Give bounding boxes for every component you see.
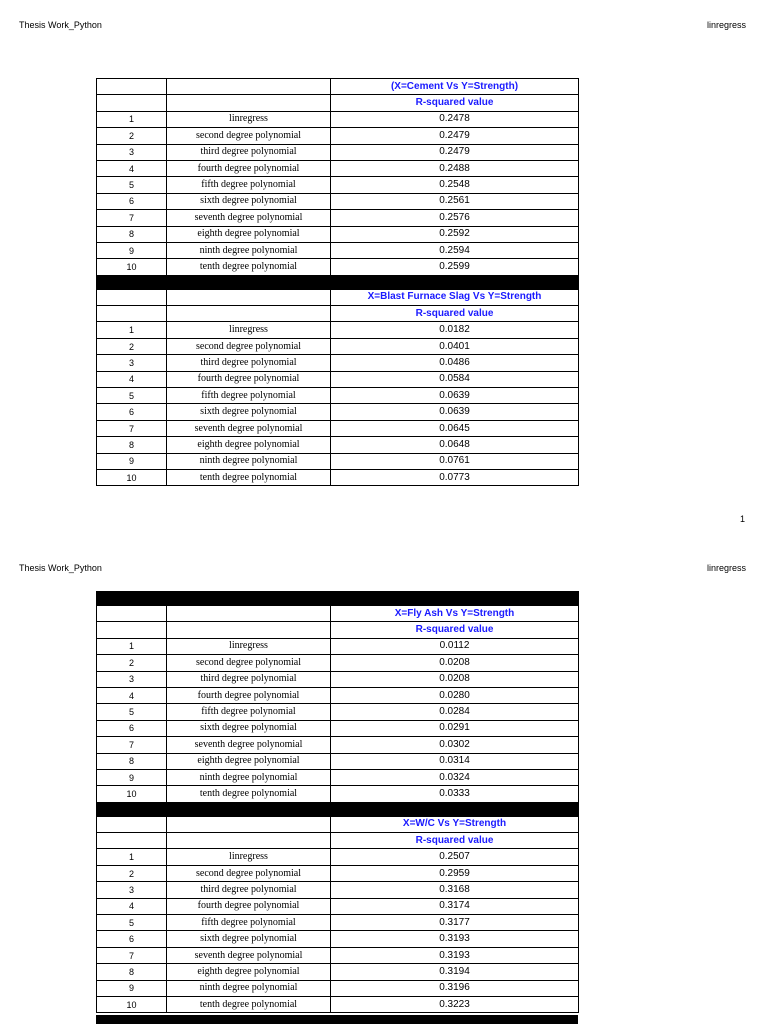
r-squared-value: 0.2599 <box>331 259 579 275</box>
page-break <box>0 540 768 541</box>
r-squared-value: 0.2488 <box>331 160 579 176</box>
row-number: 6 <box>97 931 167 947</box>
model-name: third degree polynomial <box>167 671 331 687</box>
model-name: third degree polynomial <box>167 882 331 898</box>
r-squared-value: 0.0639 <box>331 388 579 404</box>
table-row <box>97 420 579 436</box>
model-name: ninth degree polynomial <box>167 242 331 258</box>
model-name: linregress <box>167 849 331 865</box>
row-number: 7 <box>97 947 167 963</box>
model-name: third degree polynomial <box>167 144 331 160</box>
model-name: sixth degree polynomial <box>167 193 331 209</box>
section-separator-bar <box>96 1015 578 1024</box>
row-number: 8 <box>97 437 167 453</box>
model-name: sixth degree polynomial <box>167 720 331 736</box>
table-row <box>97 671 579 687</box>
r-squared-value: 0.2479 <box>331 144 579 160</box>
model-name: tenth degree polynomial <box>167 996 331 1012</box>
page-header-right: linregress <box>706 20 746 30</box>
model-name: linregress <box>167 638 331 654</box>
row-number: 3 <box>97 144 167 160</box>
r-squared-value: 0.0291 <box>331 720 579 736</box>
empty-cell <box>97 833 167 849</box>
model-name: third degree polynomial <box>167 355 331 371</box>
table-row <box>97 453 579 469</box>
row-number: 9 <box>97 242 167 258</box>
table-row <box>97 177 579 193</box>
table-row <box>97 371 579 387</box>
table-row <box>97 720 579 736</box>
r-squared-value: 0.0182 <box>331 322 579 338</box>
model-name: linregress <box>167 322 331 338</box>
table-row <box>97 388 579 404</box>
table-row <box>97 898 579 914</box>
r-squared-value: 0.3194 <box>331 964 579 980</box>
section-title-row <box>97 289 579 305</box>
table-row <box>97 469 579 485</box>
model-name: tenth degree polynomial <box>167 259 331 275</box>
row-number: 8 <box>97 964 167 980</box>
section-separator-bar <box>97 275 579 289</box>
row-number: 2 <box>97 655 167 671</box>
model-name: ninth degree polynomial <box>167 769 331 785</box>
empty-cell <box>167 622 331 638</box>
separator-cell <box>97 802 579 816</box>
r-squared-value: 0.0112 <box>331 638 579 654</box>
table-row <box>97 964 579 980</box>
model-name: second degree polynomial <box>167 338 331 354</box>
table-row <box>97 980 579 996</box>
table-row <box>97 947 579 963</box>
model-name: eighth degree polynomial <box>167 226 331 242</box>
row-number: 8 <box>97 753 167 769</box>
row-number: 7 <box>97 737 167 753</box>
row-number: 10 <box>97 259 167 275</box>
section-title: X=Fly Ash Vs Y=Strength <box>331 606 579 622</box>
model-name: fourth degree polynomial <box>167 160 331 176</box>
table-row <box>97 915 579 931</box>
r-squared-value: 0.2959 <box>331 865 579 881</box>
results-table-page2 <box>96 591 579 1013</box>
table-row <box>97 322 579 338</box>
r-squared-value: 0.2507 <box>331 849 579 865</box>
r-squared-value: 0.2592 <box>331 226 579 242</box>
row-number: 3 <box>97 671 167 687</box>
section-separator-bar <box>97 802 579 816</box>
model-name: second degree polynomial <box>167 865 331 881</box>
r-squared-value: 0.3168 <box>331 882 579 898</box>
section-title-row <box>97 79 579 95</box>
empty-cell <box>97 95 167 111</box>
model-name: seventh degree polynomial <box>167 420 331 436</box>
table-row <box>97 242 579 258</box>
model-name: second degree polynomial <box>167 655 331 671</box>
r-squared-value: 0.2479 <box>331 128 579 144</box>
row-number: 4 <box>97 687 167 703</box>
r-squared-value: 0.0280 <box>331 687 579 703</box>
r-squared-value: 0.2594 <box>331 242 579 258</box>
empty-cell <box>97 79 167 95</box>
row-number: 4 <box>97 898 167 914</box>
column-header-row <box>97 833 579 849</box>
row-number: 8 <box>97 226 167 242</box>
row-number: 1 <box>97 322 167 338</box>
model-name: fourth degree polynomial <box>167 371 331 387</box>
table-row <box>97 355 579 371</box>
model-name: eighth degree polynomial <box>167 753 331 769</box>
empty-cell <box>97 306 167 322</box>
row-number: 2 <box>97 865 167 881</box>
r-squared-value: 0.0314 <box>331 753 579 769</box>
section-title-row <box>97 606 579 622</box>
r-squared-value: 0.2478 <box>331 111 579 127</box>
page-header-left: Thesis Work_Python <box>19 20 102 30</box>
model-name: seventh degree polynomial <box>167 947 331 963</box>
table-row <box>97 404 579 420</box>
model-name: linregress <box>167 111 331 127</box>
r-squared-value: 0.0208 <box>331 671 579 687</box>
table-row <box>97 160 579 176</box>
r-squared-value: 0.2561 <box>331 193 579 209</box>
section-separator-bar <box>97 592 579 606</box>
row-number: 5 <box>97 704 167 720</box>
table-row <box>97 338 579 354</box>
table-row <box>97 996 579 1012</box>
row-number: 9 <box>97 769 167 785</box>
model-name: eighth degree polynomial <box>167 437 331 453</box>
empty-cell <box>97 622 167 638</box>
r-squared-value: 0.0773 <box>331 469 579 485</box>
column-header-row <box>97 95 579 111</box>
table-row <box>97 786 579 802</box>
r-squared-value: 0.0284 <box>331 704 579 720</box>
row-number: 9 <box>97 980 167 996</box>
row-number: 5 <box>97 388 167 404</box>
model-name: fifth degree polynomial <box>167 915 331 931</box>
table-row <box>97 753 579 769</box>
row-number: 5 <box>97 177 167 193</box>
table-row <box>97 259 579 275</box>
model-name: sixth degree polynomial <box>167 404 331 420</box>
table-row <box>97 849 579 865</box>
r-squared-value: 0.0208 <box>331 655 579 671</box>
table-row <box>97 144 579 160</box>
table-row <box>97 655 579 671</box>
r-squared-header: R-squared value <box>331 306 579 322</box>
table-row <box>97 638 579 654</box>
r-squared-value: 0.0401 <box>331 338 579 354</box>
model-name: second degree polynomial <box>167 128 331 144</box>
row-number: 2 <box>97 128 167 144</box>
row-number: 10 <box>97 996 167 1012</box>
section-title-row <box>97 816 579 832</box>
table-row <box>97 437 579 453</box>
column-header-row <box>97 306 579 322</box>
row-number: 2 <box>97 338 167 354</box>
empty-cell <box>167 289 331 305</box>
r-squared-value: 0.0584 <box>331 371 579 387</box>
column-header-row <box>97 622 579 638</box>
model-name: tenth degree polynomial <box>167 786 331 802</box>
row-number: 6 <box>97 720 167 736</box>
r-squared-value: 0.0302 <box>331 737 579 753</box>
row-number: 3 <box>97 355 167 371</box>
row-number: 9 <box>97 453 167 469</box>
r-squared-value: 0.3196 <box>331 980 579 996</box>
table-row <box>97 865 579 881</box>
empty-cell <box>167 79 331 95</box>
section-title: X=Blast Furnace Slag Vs Y=Strength <box>331 289 579 305</box>
empty-cell <box>167 606 331 622</box>
row-number: 7 <box>97 420 167 436</box>
r-squared-value: 0.3177 <box>331 915 579 931</box>
r-squared-header: R-squared value <box>331 622 579 638</box>
section-title: (X=Cement Vs Y=Strength) <box>331 79 579 95</box>
model-name: seventh degree polynomial <box>167 210 331 226</box>
row-number: 1 <box>97 638 167 654</box>
table-row <box>97 210 579 226</box>
r-squared-value: 0.0333 <box>331 786 579 802</box>
table-row <box>97 931 579 947</box>
row-number: 4 <box>97 160 167 176</box>
table-row <box>97 226 579 242</box>
results-table-page1 <box>96 78 579 486</box>
r-squared-header: R-squared value <box>331 833 579 849</box>
page-header-left-2: Thesis Work_Python <box>19 563 102 573</box>
r-squared-value: 0.2576 <box>331 210 579 226</box>
r-squared-value: 0.0648 <box>331 437 579 453</box>
r-squared-value: 0.0639 <box>331 404 579 420</box>
model-name: fourth degree polynomial <box>167 687 331 703</box>
page-header-right-2: linregress <box>706 563 746 573</box>
empty-cell <box>167 306 331 322</box>
table-row <box>97 737 579 753</box>
model-name: fifth degree polynomial <box>167 704 331 720</box>
r-squared-value: 0.3193 <box>331 931 579 947</box>
table-row <box>97 704 579 720</box>
empty-cell <box>167 816 331 832</box>
row-number: 6 <box>97 193 167 209</box>
row-number: 10 <box>97 469 167 485</box>
row-number: 5 <box>97 915 167 931</box>
r-squared-value: 0.3193 <box>331 947 579 963</box>
table-row <box>97 128 579 144</box>
r-squared-value: 0.0645 <box>331 420 579 436</box>
empty-cell <box>97 606 167 622</box>
model-name: tenth degree polynomial <box>167 469 331 485</box>
row-number: 7 <box>97 210 167 226</box>
model-name: eighth degree polynomial <box>167 964 331 980</box>
row-number: 6 <box>97 404 167 420</box>
empty-cell <box>167 833 331 849</box>
empty-cell <box>167 95 331 111</box>
page-number: 1 <box>739 514 745 524</box>
model-name: ninth degree polynomial <box>167 980 331 996</box>
model-name: sixth degree polynomial <box>167 931 331 947</box>
r-squared-value: 0.3223 <box>331 996 579 1012</box>
row-number: 10 <box>97 786 167 802</box>
model-name: fourth degree polynomial <box>167 898 331 914</box>
r-squared-value: 0.0761 <box>331 453 579 469</box>
empty-cell <box>97 816 167 832</box>
row-number: 3 <box>97 882 167 898</box>
r-squared-value: 0.0486 <box>331 355 579 371</box>
r-squared-value: 0.2548 <box>331 177 579 193</box>
row-number: 1 <box>97 849 167 865</box>
table-row <box>97 882 579 898</box>
model-name: ninth degree polynomial <box>167 453 331 469</box>
separator-cell <box>97 275 579 289</box>
table-row <box>97 111 579 127</box>
row-number: 4 <box>97 371 167 387</box>
empty-cell <box>97 289 167 305</box>
row-number: 1 <box>97 111 167 127</box>
section-title: X=W/C Vs Y=Strength <box>331 816 579 832</box>
model-name: fifth degree polynomial <box>167 177 331 193</box>
r-squared-value: 0.3174 <box>331 898 579 914</box>
r-squared-header: R-squared value <box>331 95 579 111</box>
table-row <box>97 687 579 703</box>
model-name: fifth degree polynomial <box>167 388 331 404</box>
separator-cell <box>97 592 579 606</box>
table-row <box>97 193 579 209</box>
r-squared-value: 0.0324 <box>331 769 579 785</box>
model-name: seventh degree polynomial <box>167 737 331 753</box>
table-row <box>97 769 579 785</box>
